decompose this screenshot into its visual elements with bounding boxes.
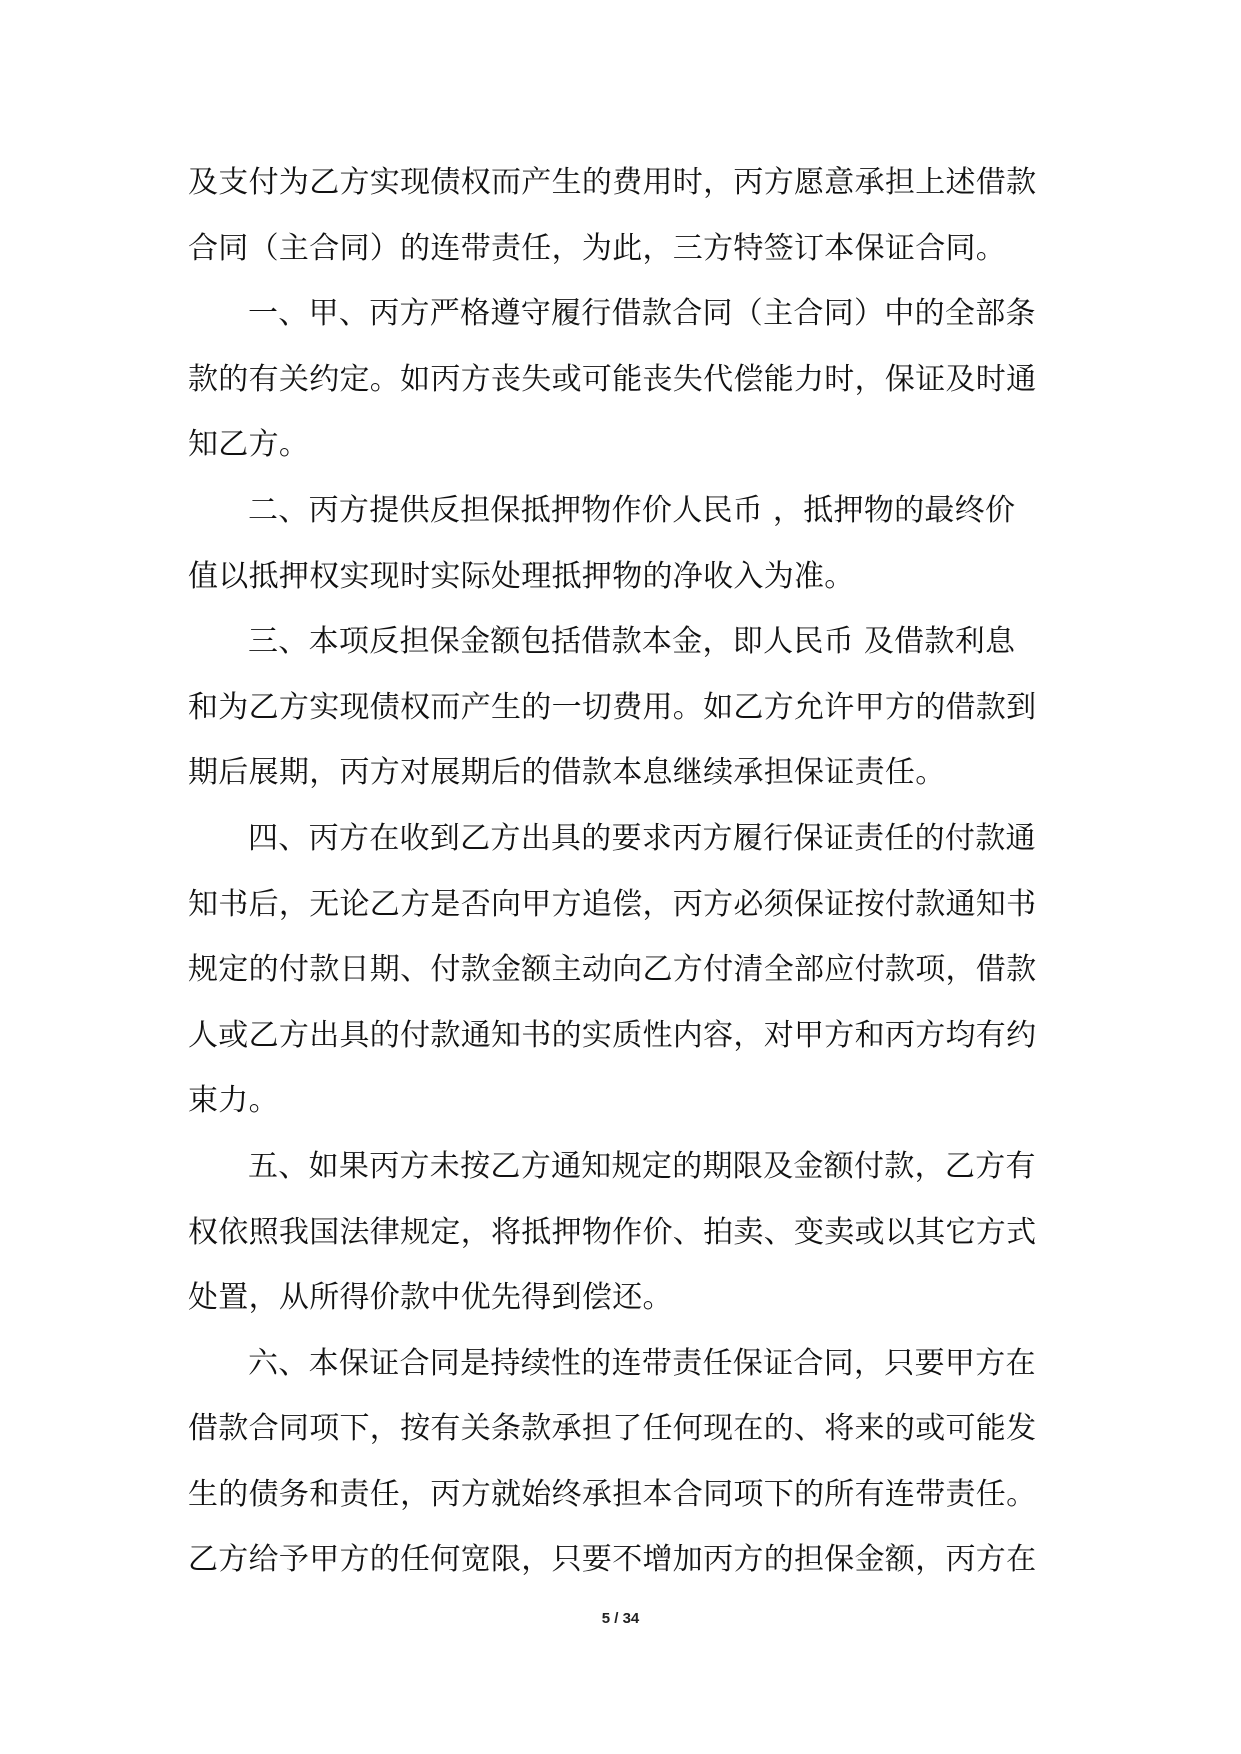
clause-1-line: 一、甲、丙方严格遵守履行借款合同（主合同）中的全部条 [248, 296, 1036, 332]
clause-3-line: 三、本项反担保金额包括借款本金，即人民币 及借款利息 [248, 624, 1016, 660]
text-line: 合同（主合同）的连带责任，为此，三方特签订本保证合同。 [188, 230, 1007, 266]
page-number: 5 / 34 [601, 1610, 640, 1627]
text-line: 规定的付款日期、付款金额主动向乙方付清全部应付款项，借款 [188, 952, 1037, 988]
text-line: 值以抵押权实现时实际处理抵押物的净收入为准。 [188, 558, 855, 594]
text-line: 处置，从所得价款中优先得到偿还。 [188, 1280, 673, 1316]
clause-6-line: 六、本保证合同是持续性的连带责任保证合同，只要甲方在 [248, 1345, 1036, 1381]
text-line: 乙方给予甲方的任何宽限，只要不增加丙方的担保金额，丙方在 [188, 1542, 1037, 1578]
text-line: 和为乙方实现债权而产生的一切费用。如乙方允许甲方的借款到 [188, 689, 1037, 725]
clause-5-line: 五、如果丙方未按乙方通知规定的期限及金额付款，乙方有 [248, 1148, 1036, 1184]
clause-2-line: 二、丙方提供反担保抵押物作价人民币 ，抵押物的最终价 [248, 492, 1016, 528]
text-line: 期后展期，丙方对展期后的借款本息继续承担保证责任。 [188, 755, 946, 791]
text-line: 及支付为乙方实现债权而产生的费用时，丙方愿意承担上述借款 [188, 165, 1037, 200]
document-body [188, 158, 1068, 1601]
text-line: 束力。 [188, 1083, 279, 1119]
text-line: 借款合同项下，按有关条款承担了任何现在的、将来的或可能发 [188, 1411, 1037, 1447]
text-line: 知乙方。 [188, 427, 310, 463]
clause-4-line: 四、丙方在收到乙方出具的要求丙方履行保证责任的付款通 [248, 820, 1036, 856]
text-line: 人或乙方出具的付款通知书的实质性内容，对甲方和丙方均有约 [188, 1017, 1037, 1053]
text-line: 款的有关约定。如丙方丧失或可能丧失代偿能力时，保证及时通 [188, 361, 1037, 397]
text-line: 权依照我国法律规定，将抵押物作价、拍卖、变卖或以其它方式 [188, 1214, 1037, 1250]
text-line: 知书后，无论乙方是否向甲方追偿，丙方必须保证按付款通知书 [188, 886, 1037, 922]
text-line: 生的债务和责任，丙方就始终承担本合同项下的所有连带责任。 [188, 1476, 1037, 1512]
